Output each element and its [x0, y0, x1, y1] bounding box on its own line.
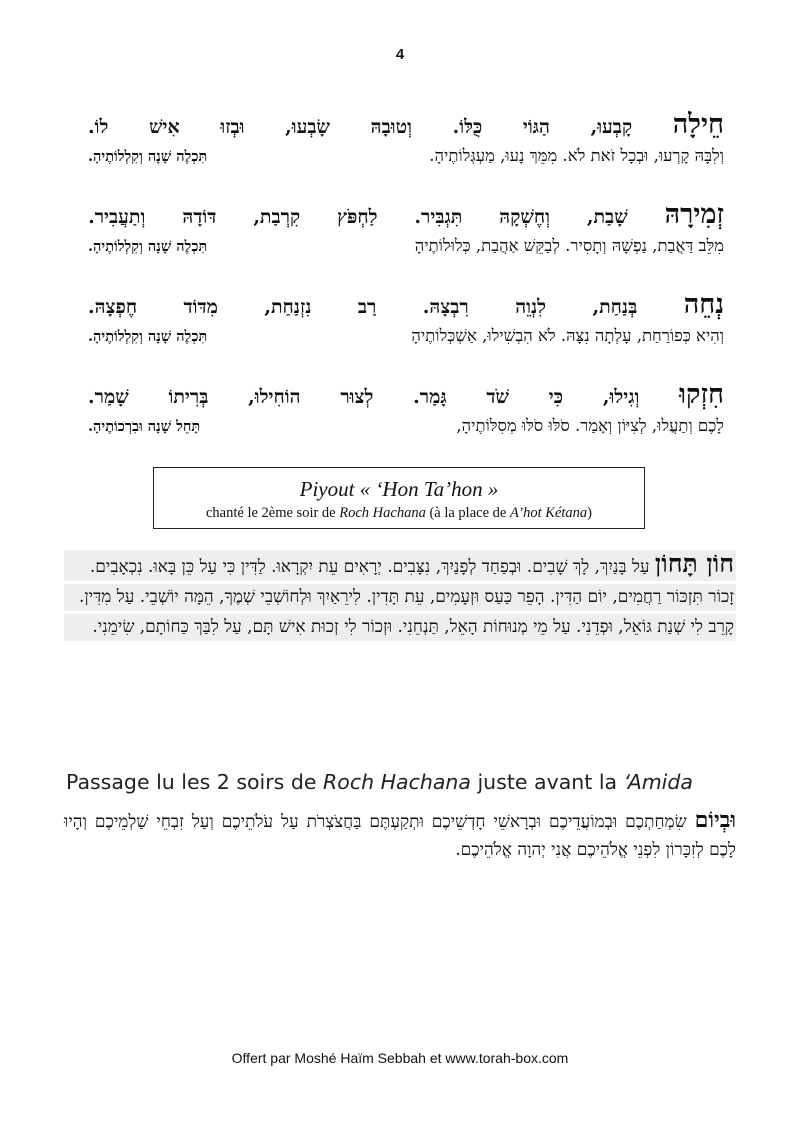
stanza-word: רַב — [357, 296, 377, 318]
stanza-word: דּוֹדָהּ — [182, 206, 217, 228]
hon-tahon-paragraph — [64, 614, 736, 641]
piyout-sub-middle: (à la place de — [425, 505, 510, 521]
ouvyom-text: שִׂמְחַתְכֶם וּבְמוֹעֲדֵיכֶם וּבְרָאשֵׁי חָדְשֵׁיכֶם וּתְקַעְתֶּם בַּחֲצֹצְרֹת עַל עֹלֹתֵיכֶם וְעַל זִבְחֵי שַׁלְמֵיכֶם וְהָיוּ לָכֶם לְזִכָּרוֹן לִפְנֵי אֱלֹהֵיכֶם אֲנִי יְהוָה אֱלֹהֵיכֶם. — [64, 812, 736, 860]
stanza-word: לִנְוֵה — [515, 296, 547, 318]
stanza-word: בְּרִיתוֹ — [168, 386, 209, 408]
hon-tahon-paragraph-text: קָרֵב לִי שְׁנַת גּוֹאֵל, וּפְדֵנִי. עַל מֵי מְנוּחוֹת הָאֵל, תַּנְחֵנִי. וּזְכוֹר לִי זְכוּת אִישׁ תָּם, עַל לִבַּךְ כַּחוֹתָם, שִׂימֵנִי. — [92, 617, 734, 637]
stanza-word: לְצוּר — [340, 386, 374, 408]
hon-tahon-paragraph — [64, 584, 736, 611]
stanza-line-second — [88, 142, 724, 171]
stanza-word: חֵילָה — [672, 109, 724, 140]
stanza-refrain: תִּכְלֶה שָׁנָה וְקִלְלוֹתֶיהָ. — [88, 328, 208, 345]
ouvyom-verse — [64, 806, 736, 864]
stanza-word: נִזְנַחַת, — [264, 296, 312, 318]
piyout-sub-italic-1: Roch Hachana — [339, 505, 426, 521]
stanza-line-second — [88, 232, 724, 261]
stanza-word: שָׁבַת, — [586, 206, 628, 228]
stanza-word: זְמִירָהּ — [664, 199, 724, 230]
stanza-1 — [88, 110, 724, 171]
piyout-sub-italic-2: A’hot Kétana — [509, 505, 588, 521]
stanza-line-main — [88, 200, 724, 232]
stanza-line-text: וְהִיא כְּפוֹרַחַת, עָלְתָה נִצָּהּ. לֹא הִבְשִׁילוּ, אַשְׁכְּלוֹתֶיהָ — [411, 326, 724, 345]
stanza-word: נְחֵה — [683, 289, 724, 320]
passage-heading-italic-1: Roch Hachana — [323, 770, 471, 794]
stanza-line-text: וְלִבָּהּ קָרְעוּ, וּבְכָל זֹאת לֹא. מִמֵּךְ נָעוּ, מַעְגְּלוֹתֶיהָ. — [429, 146, 724, 165]
stanza-line-main — [88, 380, 724, 412]
stanza-word: בְּנַחַת, — [592, 296, 638, 318]
piyout-sub-prefix: chanté le 2ème soir de — [205, 505, 340, 521]
stanza-word: לַחְפֹּץ — [337, 206, 378, 228]
stanza-line-main — [88, 290, 724, 322]
stanza-word: מִדּוֹד — [183, 296, 218, 318]
stanza-word: קָבְעוּ, — [590, 116, 633, 138]
piyout-title-box — [153, 467, 645, 529]
stanza-word: שָׁמַר. — [88, 386, 129, 408]
stanza-line-text: לָכֶם וְתַעֲלוּ, לְצִיּוֹן וְאָמַר. סֹלּוּ סֹלּוּ מְסִלּוֹתֶיהָ, — [456, 416, 724, 435]
stanza-line-second — [88, 412, 724, 441]
stanza-word: הוֹחִילוּ, — [248, 386, 301, 408]
passage-heading-italic-2: ‘Amida — [623, 770, 693, 794]
stanza-word: הַגּוֹי — [522, 116, 550, 138]
stanza-word: קִרְבַת, — [253, 206, 301, 228]
stanza-line-main — [88, 110, 724, 142]
ouvyom-lead: וּבְיוֹם — [694, 807, 736, 833]
stanza-word: רִבְצָהּ. — [422, 296, 469, 318]
stanza-word: וְחֶשְׁקָהּ — [499, 206, 550, 228]
stanza-word: לוֹ. — [88, 116, 109, 138]
passage-heading-middle: juste avant la — [470, 770, 624, 794]
stanza-line-second — [88, 322, 724, 351]
stanza-word: תִּגְבִּיר. — [414, 206, 463, 228]
stanza-word: שָׂבְעוּ, — [285, 116, 331, 138]
stanza-4 — [88, 380, 724, 441]
stanza-word: וְטוּבָהּ — [370, 116, 412, 138]
hon-tahon-paragraph — [64, 550, 736, 581]
stanza-3 — [88, 290, 724, 351]
stanza-word: וְתַעֲבִיר. — [88, 206, 146, 228]
piyout-title: Piyout « ‘Hon Ta’hon » — [299, 477, 499, 501]
stanza-refrain: תִּכְלֶה שָׁנָה וְקִלְלוֹתֶיהָ. — [88, 238, 208, 255]
stanza-2 — [88, 200, 724, 261]
stanza-refrain: תָּחֵל שָׁנָה וּבִרְכוֹתֶיהָ. — [88, 418, 201, 435]
passage-heading — [66, 770, 746, 794]
stanza-word: גָּמַר. — [413, 386, 447, 408]
stanza-word: וְגִילוּ, — [602, 386, 640, 408]
passage-heading-prefix: Passage lu les 2 soirs de — [66, 770, 324, 794]
piyout-sub-suffix: ) — [587, 505, 592, 521]
stanza-refrain: תִּכְלֶה שָׁנָה וְקִלְלוֹתֶיהָ. — [88, 148, 208, 165]
footer-credit: Offert par Moshé Haïm Sebbah et www.torah-box.com — [231, 1050, 569, 1066]
hon-tahon-paragraph-text: זָכוֹר תִּזְכּוֹר רַחֲמִים, יוֹם הַדִּין. הָפֵר כַּעַס וּזְעָמִים, עֵת תָּדִין. לִירֵאַיִךְ וּלְחוֹשְׁבֵי שְׁמֶךָ, הֵמָּה יוֹשְׁבֵי. עַל מִדִּין. — [78, 587, 734, 607]
stanza-word: שֹׁד — [486, 386, 510, 408]
stanza-word: כִּי — [548, 386, 564, 408]
piyout-subtitle — [154, 504, 644, 522]
stanza-line-text: מִלֵּב דַּאֲבַת, נַפְשָׁהּ וְתָסִיר. לְבַקֵּשׁ אַהֲבַת, כְּלוּלוֹתֶיהָ — [414, 236, 724, 255]
hon-tahon-lead: חוֹן תָּחוֹן — [654, 549, 734, 578]
hon-tahon-paragraph-text: עַל בָּנַיִךְ, לָךְ שָׁבִים. וּבְפַחַד לְפָנַיִךְ, נִצָּבִים. יְרָאִים עֵת יִקְרָאוּ. לַדִּין כִּי עַל כֵּן בָּאוּ. נִכְאָבִים. — [89, 557, 650, 577]
stanza-word: אִישׁ — [149, 116, 180, 138]
stanza-word: חֶפְצָהּ. — [88, 296, 138, 318]
hon-tahon-text — [64, 550, 736, 644]
stanza-word: כֻּלּוֹ. — [452, 116, 483, 138]
stanza-word: וּבְזוּ — [220, 116, 245, 138]
stanza-word: חִזְקוּ — [679, 379, 724, 410]
page-number: 4 — [395, 46, 405, 63]
